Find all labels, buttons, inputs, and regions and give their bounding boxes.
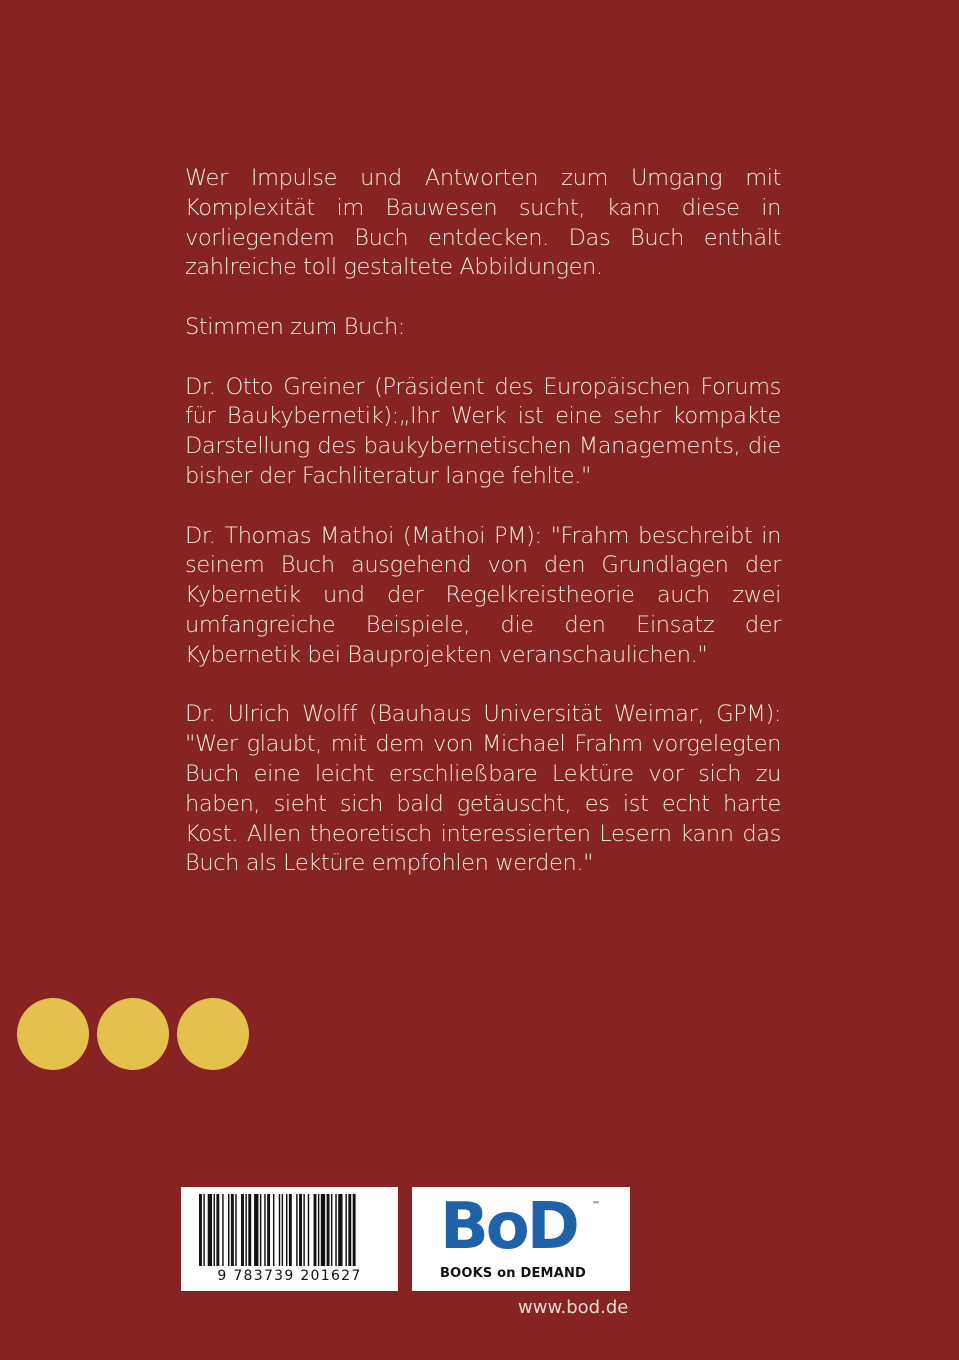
isbn-barcode bbox=[181, 1187, 398, 1291]
yellow-dot bbox=[97, 998, 169, 1070]
review-quote-mathoi: Dr. Thomas Mathoi (Mathoi PM): "Frahm beschreibt in seinem Buch ausgehend von den Grundlagen der Kybernetik und der Regelkreistheorie auch zwei umfangreiche Beispiele, die den Einsatz der Kybernetik bei Bauprojekten veranschaulichen." bbox=[185, 522, 781, 668]
review-quote-greiner: Dr. Otto Greiner (Präsident des Europäischen Forums für Baukybernetik):„Ihr Werk ist eine sehr kompakte Darstellung des baukybernetischen Managements, die bisher der Fachliteratur lange fehlte." bbox=[185, 373, 781, 489]
isbn-number: 9 783739 201627 bbox=[217, 1268, 362, 1284]
yellow-dot bbox=[17, 998, 89, 1070]
publisher-tagline: BOOKS on DEMAND bbox=[440, 1266, 587, 1281]
publisher-url: www.bod.de bbox=[518, 1297, 629, 1318]
review-quote-wolff: Dr. Ulrich Wolff (Bauhaus Universität Weimar, GPM): "Wer glaubt, mit dem von Michael Frahm vorgelegten Buch eine leicht erschließbare Lektüre vor sich zu haben, sieht sich bald getäuscht, es ist echt harte Kost. Allen theoretisch interessierten Lesern kann das Buch als Lektüre empfohlen werden." bbox=[185, 701, 781, 877]
intro-paragraph: Wer Impulse und Antworten zum Umgang mit Komplexität im Bauwesen sucht, kann diese in vorliegendem Buch entdecken. Das Buch enthält zahlreiche toll gestaltete Abbildungen. bbox=[185, 165, 781, 281]
publisher-logo bbox=[412, 1187, 630, 1291]
back-cover-blurb bbox=[185, 164, 781, 879]
bod-logo-text: BoD bbox=[440, 1190, 577, 1264]
trademark-symbol: ™ bbox=[592, 1200, 600, 1209]
reviews-heading: Stimmen zum Buch: bbox=[185, 313, 405, 340]
yellow-dot bbox=[177, 998, 249, 1070]
